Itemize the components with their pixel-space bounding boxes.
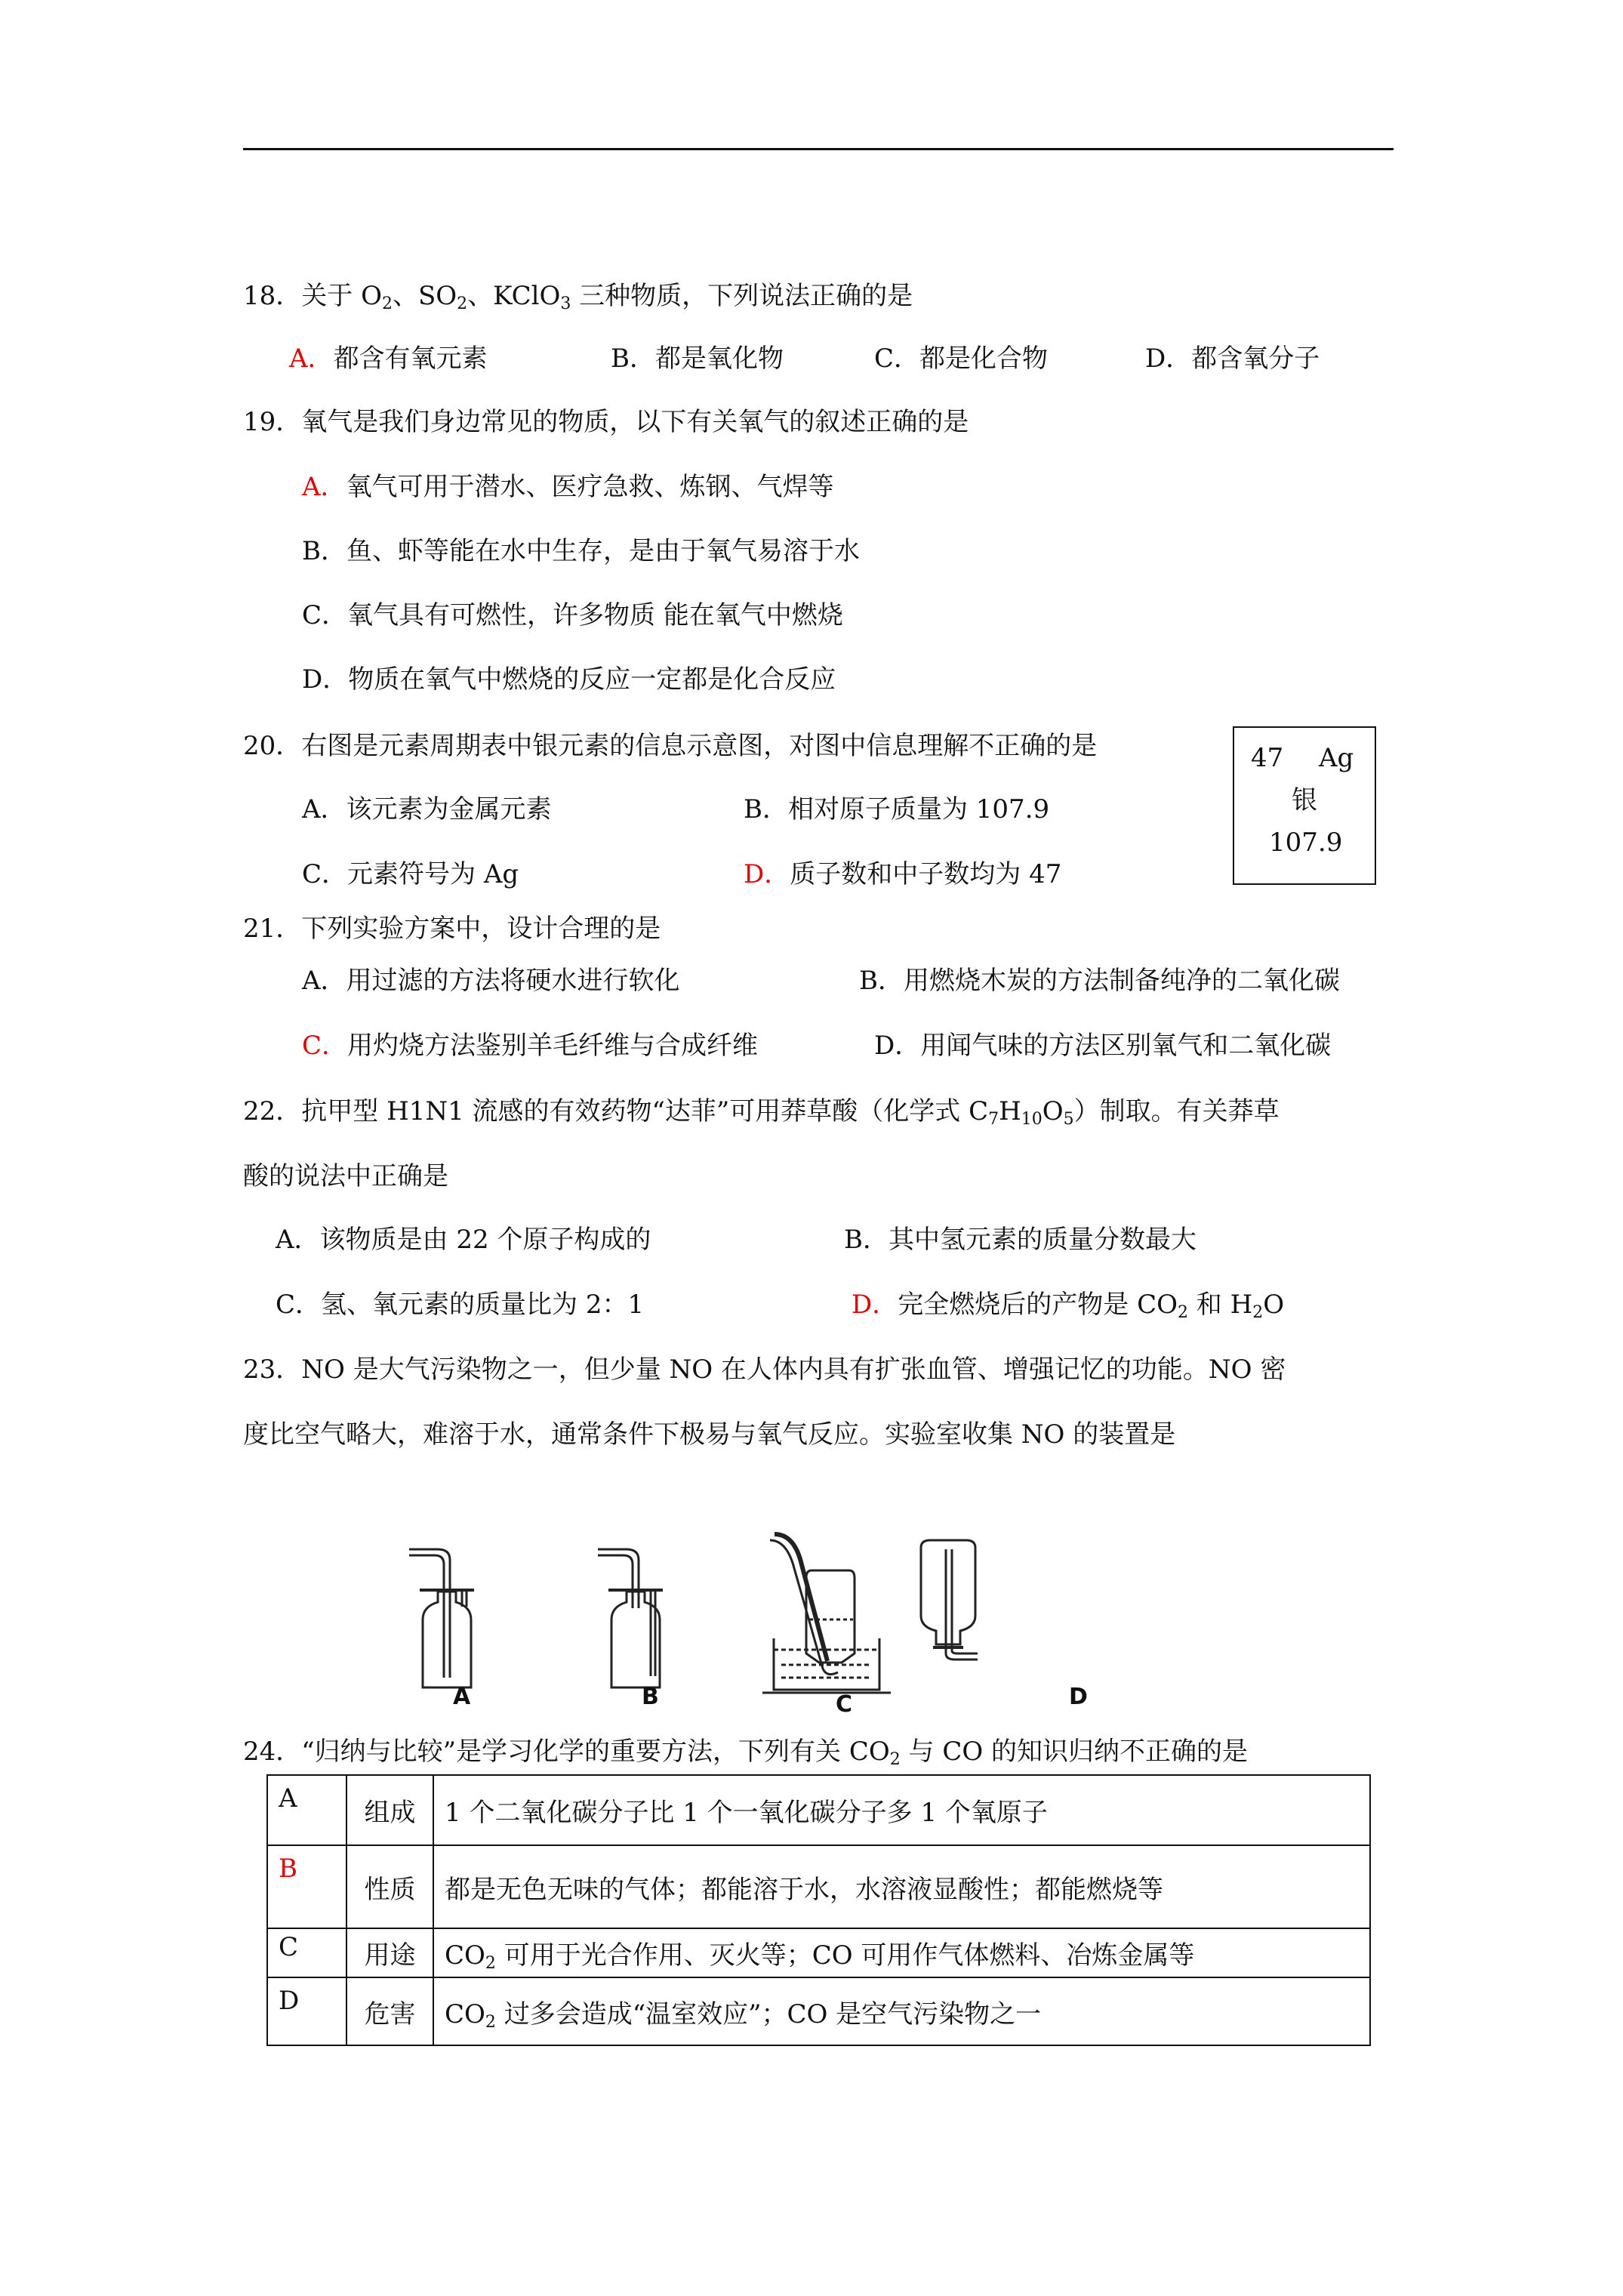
row-aspect: 危害 (346, 1977, 433, 2045)
q18-stem: 18．关于 $O_2$、$SO_2$、KClO$_3$ 三种物质，下列说法正确的是 (243, 281, 913, 313)
q24-stem: 24．“归纳与比较”是学习化学的重要方法，下列有关 $CO_2$ 与 CO 的知识归纳不正确的是 (243, 1737, 1249, 1769)
apparatus-c (762, 1534, 891, 1693)
q23-stem-line2: 度比空气略大，难溶于水，通常条件下极易与氧气反应。实验室收集 NO 的装置是 (243, 1419, 1176, 1450)
q22-option-a: A．该物质是由 22 个原子构成的 (276, 1225, 651, 1255)
q21-option-d: D．用闻气味的方法区别氧气和二氧化碳 (874, 1031, 1332, 1061)
label-c: C (836, 1691, 853, 1718)
row-text: $CO_2$ 可用于光合作用、灭火等；CO 可用作气体燃料、冶炼金属等 (433, 1928, 1370, 1977)
apparatus-a (409, 1549, 474, 1687)
q21-option-b: B．用燃烧木炭的方法制备纯净的二氧化碳 (859, 966, 1340, 996)
table-row (267, 1775, 1370, 1845)
header-rule (243, 148, 1394, 150)
q20-option-c: C．元素符号为 Ag (302, 859, 519, 889)
table-row (267, 1845, 1370, 1928)
q18-option-d: D．都含氧分子 (1145, 344, 1320, 374)
q20-option-d-text: 质子数和中子数均为 47 (790, 859, 1062, 889)
row-text: 1 个二氧化碳分子比 1 个一氧化碳分子多 1 个氧原子 (433, 1775, 1370, 1845)
q22-stem-line2: 酸的说法中正确是 (243, 1161, 448, 1191)
q22-option-b: B．其中氢元素的质量分数最大 (844, 1225, 1196, 1255)
co2-co-comparison-table (266, 1774, 1371, 2046)
q19-option-c: C．氧气具有可燃性，许多物质 能在氧气中燃烧 (302, 600, 843, 630)
q20-stem: 20．右图是元素周期表中银元素的信息示意图，对图中信息理解不正确的是 (243, 731, 1098, 761)
label-b: B (642, 1684, 659, 1710)
answer-mark: A． (289, 344, 334, 374)
row-key: C (267, 1928, 346, 1977)
row-aspect: 用途 (346, 1928, 433, 1977)
row-text: $CO_2$ 过多会造成“温室效应”；CO 是空气污染物之一 (433, 1977, 1370, 2045)
q20-option-b: B．相对原子质量为 107.9 (744, 794, 1050, 824)
q18-option-c: C．都是化合物 (874, 344, 1049, 374)
q22-option-d-text: 完全燃烧后的产物是 CO (898, 1290, 1178, 1320)
apparatus-b (598, 1549, 663, 1687)
row-text: 都是无色无味的气体；都能溶于水，水溶液显酸性；都能燃烧等 (433, 1845, 1370, 1928)
row-key-answer: B (267, 1845, 346, 1928)
q23-stem-line1: 23．NO 是大气污染物之一，但少量 NO 在人体内具有扩张血管、增强记忆的功能。NO 密 (243, 1354, 1286, 1385)
row-key: A (267, 1775, 346, 1845)
q18-option-a (289, 342, 488, 375)
gas-collection-apparatus-figure (393, 1518, 1132, 1714)
row-aspect: 性质 (346, 1845, 433, 1928)
q21-option-c-text: 用灼烧方法鉴别羊毛纤维与合成纤维 (347, 1031, 759, 1061)
q19-option-d: D．物质在氧气中燃烧的反应一定都是化合反应 (302, 664, 836, 695)
element-info-box (1233, 726, 1376, 885)
atomic-mass: 107.9 (1269, 827, 1343, 858)
row-key: D (267, 1977, 346, 2045)
q18-option-b: B．都是氧化物 (611, 344, 784, 374)
q22-stem-line1: 22．抗甲型 H1N1 流感的有效药物“达菲”可用莽草酸（化学式 $C_7H_{10}O_5$）制取。有关莽草 (243, 1096, 1280, 1129)
label-d: D (1069, 1684, 1088, 1710)
q20-option-a: A．该元素为金属元素 (302, 794, 552, 824)
element-name: 银 (1292, 785, 1317, 815)
atomic-number: 47 (1251, 743, 1284, 773)
q19-option-a: A．氧气可用于潜水、医疗急救、炼钢、气焊等 (302, 472, 834, 502)
q19-option-b: B．鱼、虾等能在水中生存，是由于氧气易溶于水 (302, 536, 860, 566)
q22-option-c: C．氢、氧元素的质量比为 2：1 (276, 1290, 645, 1320)
q19-stem: 19．氧气是我们身边常见的物质，以下有关氧气的叙述正确的是 (243, 407, 969, 437)
q21-option-c: C．用灼烧方法鉴别羊毛纤维与合成纤维 (302, 1031, 759, 1061)
table-row (267, 1977, 1370, 2045)
q20-option-d: D．质子数和中子数均为 47 (744, 859, 1062, 889)
table-row (267, 1928, 1370, 1977)
element-symbol: Ag (1319, 743, 1354, 773)
q21-stem: 21．下列实验方案中，设计合理的是 (243, 914, 661, 944)
row-aspect: 组成 (346, 1775, 433, 1845)
apparatus-d (921, 1540, 978, 1660)
q18-option-a-text: 都含有氧元素 (333, 344, 488, 374)
q21-option-a: A．用过滤的方法将硬水进行软化 (302, 966, 680, 996)
q19-option-a-text: 氧气可用于潜水、医疗急救、炼钢、气焊等 (346, 472, 834, 502)
q22-option-d: D．完全燃烧后的产物是 $CO_2$ 和 $H_2O$ (852, 1290, 1285, 1322)
label-a: A (453, 1684, 471, 1710)
